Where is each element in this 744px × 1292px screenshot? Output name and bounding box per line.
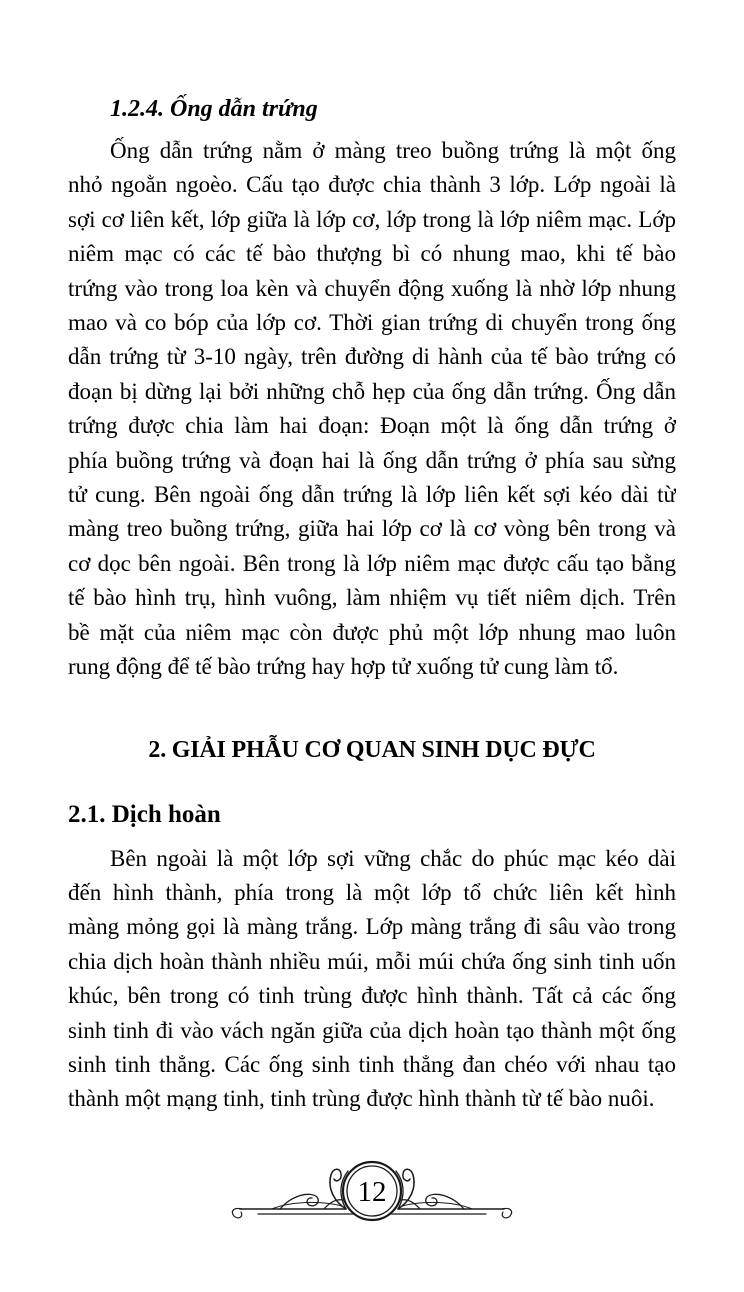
text-line: phía buồng trứng và đoạn hai là ống dẫn trứng ở phía sau sừng — [68, 447, 676, 473]
text-line: thành một mạng tinh, tinh trùng được hình thành từ tế bào nuôi. — [68, 1086, 655, 1112]
text-line: đến hình thành, phía trong là một lớp tổ chức liên kết hình — [68, 879, 676, 905]
text-line: sinh tinh đi vào vách ngăn giữa của dịch hoàn tạo thành một ống — [68, 1017, 676, 1043]
text-line: bề mặt của niêm mạc còn được phủ một lớp nhung mao luôn — [68, 619, 676, 645]
ornament-divider-icon — [222, 1151, 522, 1231]
paragraph-oviduct — [68, 134, 676, 685]
text-line: sợi cơ liên kết, lớp giữa là lớp cơ, lớp trong là lớp niêm mạc. Lớp — [68, 206, 676, 232]
text-line: Ống dẫn trứng nằm ở màng treo buồng trứng là một ống — [110, 138, 676, 163]
text-line: trứng vào trong loa kèn và chuyển động xuống là nhờ lớp nhung — [68, 275, 676, 301]
text-line: rung động để tế bào trứng hay hợp tử xuống tử cung làm tổ. — [68, 654, 619, 680]
text-line: mao và co bóp của lớp cơ. Thời gian trứng di chuyển trong ống — [68, 310, 676, 336]
text-line: đoạn bị dừng lại bởi những chỗ hẹp của ống dẫn trứng. Ống dẫn — [68, 378, 676, 404]
text-line: dẫn trứng từ 3-10 ngày, trên đường di hành của tế bào trứng có — [68, 344, 676, 370]
heading-1-2-4-oviduct: 1.2.4. Ống dẫn trứng — [110, 96, 318, 122]
text-line: trứng được chia làm hai đoạn: Đoạn một là ống dẫn trứng ở — [68, 413, 676, 439]
text-line: nhỏ ngoằn ngoèo. Cấu tạo được chia thành 3 lớp. Lớp ngoài là — [68, 172, 676, 198]
heading-section-2-male-anatomy: 2. GIẢI PHẪU CƠ QUAN SINH DỤC ĐỰC — [148, 736, 596, 763]
text-line: Bên ngoài là một lớp sợi vững chắc do phúc mạc kéo dài — [110, 845, 676, 871]
page-number: 12 — [357, 1175, 387, 1208]
text-line: sinh tinh thẳng. Các ống sinh tinh thẳng đan chéo với nhau tạo — [68, 1051, 676, 1077]
heading-2-1-testis: 2.1. Dịch hoàn — [68, 800, 221, 828]
paragraph-testis — [68, 842, 676, 1117]
text-line: khúc, bên trong có tinh trùng được hình thành. Tất cả các ống — [68, 983, 676, 1009]
text-line: tử cung. Bên ngoài ống dẫn trứng là lớp liên kết sợi kéo dài từ — [68, 482, 676, 508]
text-line: màng treo buồng trứng, giữa hai lớp cơ là cơ vòng bên trong và — [68, 516, 676, 542]
text-line: niêm mạc có các tế bào thượng bì có nhung mao, khi tế bào — [68, 241, 676, 267]
text-line: tế bào hình trụ, hình vuông, làm nhiệm vụ tiết niêm dịch. Trên — [68, 585, 676, 611]
text-line: chia dịch hoàn thành nhiều múi, mỗi múi chứa ống sinh tinh uốn — [68, 948, 676, 974]
text-line: màng mỏng gọi là màng trắng. Lớp màng trắng đi sâu vào trong — [68, 914, 676, 940]
text-line: cơ dọc bên ngoài. Bên trong là lớp niêm mạc được cấu tạo bằng — [68, 550, 676, 576]
